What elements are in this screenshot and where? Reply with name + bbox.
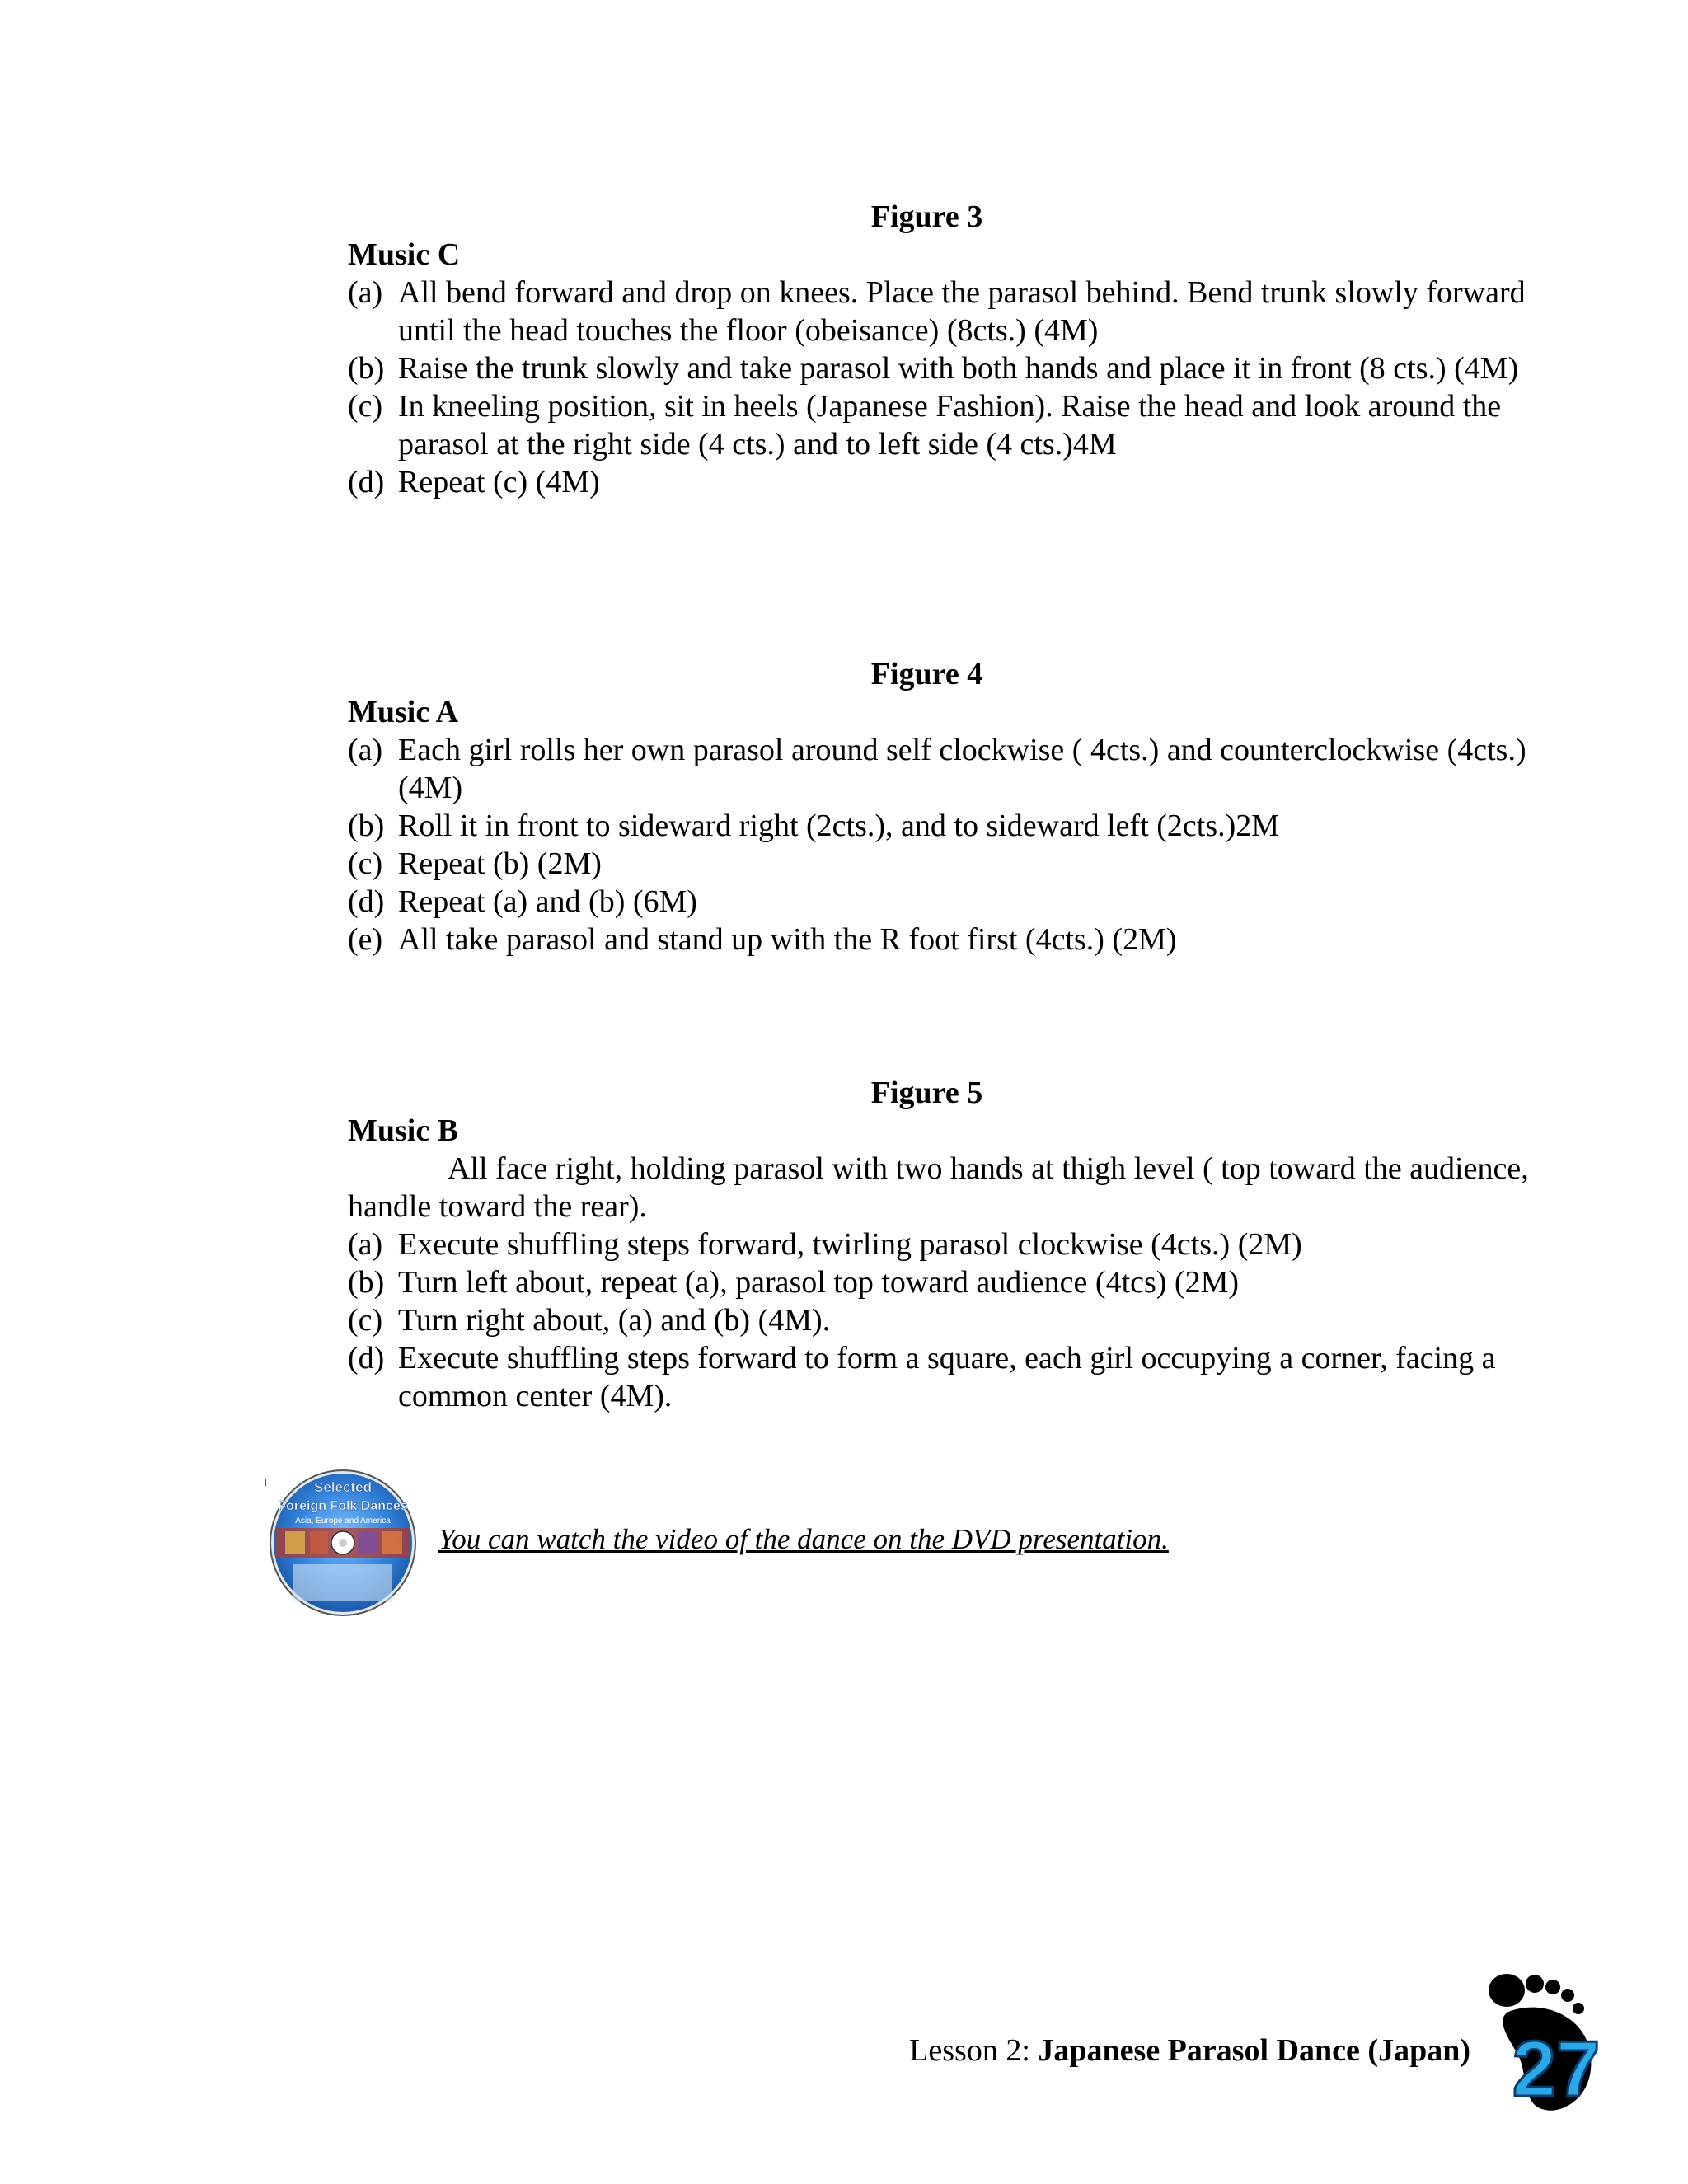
list-item [348,1226,1543,1263]
item-letter: (b) [348,808,385,843]
list-item [348,1263,1543,1301]
item-letter: (c) [348,1303,383,1338]
dvd-disc-image [269,1469,417,1617]
figure-4-section [348,655,1543,958]
dvd-label-sub: Asia, Europe and America [295,1516,391,1526]
list-item [348,883,1543,921]
list-item [348,1301,1543,1339]
item-letter: (a) [348,1227,383,1262]
item-text: Roll it in front to sideward right (2cts.), and to sideward left (2cts.)2M [398,808,1280,843]
item-text: Execute shuffling steps forward, twirling parasol clockwise (4cts.) (2M) [398,1227,1302,1262]
item-text: Each girl rolls her own parasol around self clockwise ( 4cts.) and counterclockwise (4cts.) (4M) [398,733,1526,805]
item-text: Repeat (a) and (b) (6M) [398,884,697,919]
dvd-label-main: Foreign Folk Dances [278,1499,408,1513]
item-letter: (d) [348,1341,385,1376]
page-footer [909,2032,1470,2069]
item-text: All take parasol and stand up with the R foot first (4cts.) (2M) [398,922,1177,957]
item-letter: (d) [348,465,385,499]
music-label: Music B [348,1113,459,1148]
item-text: Execute shuffling steps forward to form a square, each girl occupying a corner, facing a common center (4M). [398,1341,1496,1413]
item-text: All bend forward and drop on knees. Place the parasol behind. Bend trunk slowly forward until the head touches the floor (obeisance) (8cts.) (4M) [398,275,1526,348]
figure-intro: All face right, holding parasol with two hands at thigh level ( top toward the audience, handle toward the rear). [348,1151,1529,1224]
item-text: Raise the trunk slowly and take parasol with both hands and place it in front (8 cts.) (4M) [398,351,1519,386]
figure-title: Figure 4 [870,657,983,691]
figure-5-section [348,1074,1543,1415]
list-item [348,807,1543,845]
list-item [348,463,1543,501]
dvd-note: You can watch the video of the dance on the DVD presentation. [438,1523,1169,1555]
list-item [348,731,1543,807]
item-letter: (c) [348,389,383,424]
list-item [348,921,1543,958]
music-label: Music A [348,695,459,729]
item-letter: (e) [348,922,383,957]
figure-3-section [348,198,1543,501]
footprint-icon [1484,1966,1615,2114]
page-mark [265,1479,266,1486]
item-letter: (a) [348,733,383,767]
item-text: Repeat (c) (4M) [398,465,600,499]
item-letter: (d) [348,884,385,919]
item-text: Repeat (b) (2M) [398,846,602,881]
item-text: Turn left about, repeat (a), parasol top toward audience (4tcs) (2M) [398,1265,1240,1300]
page-number: 27 [1512,2025,1601,2113]
item-letter: (a) [348,275,383,310]
figure-title: Figure 3 [870,199,983,234]
lesson-prefix: Lesson 2: [909,2033,1039,2068]
list-item [348,387,1543,463]
item-letter: (b) [348,1265,385,1300]
lesson-title: Japanese Parasol Dance (Japan) [1038,2033,1470,2068]
item-letter: (b) [348,351,385,386]
list-item [348,274,1543,349]
list-item [348,1339,1543,1415]
item-letter: (c) [348,846,383,881]
item-text: In kneeling position, sit in heels (Japanese Fashion). Raise the head and look around the parasol at the right side (4 cts.) and to left side (4 cts.)4M [398,389,1502,462]
dvd-label-top: Selected [314,1479,372,1495]
figure-title: Figure 5 [870,1076,983,1110]
music-label: Music C [348,237,461,272]
item-text: Turn right about, (a) and (b) (4M). [398,1303,831,1338]
list-item [348,349,1543,387]
list-item [348,845,1543,883]
